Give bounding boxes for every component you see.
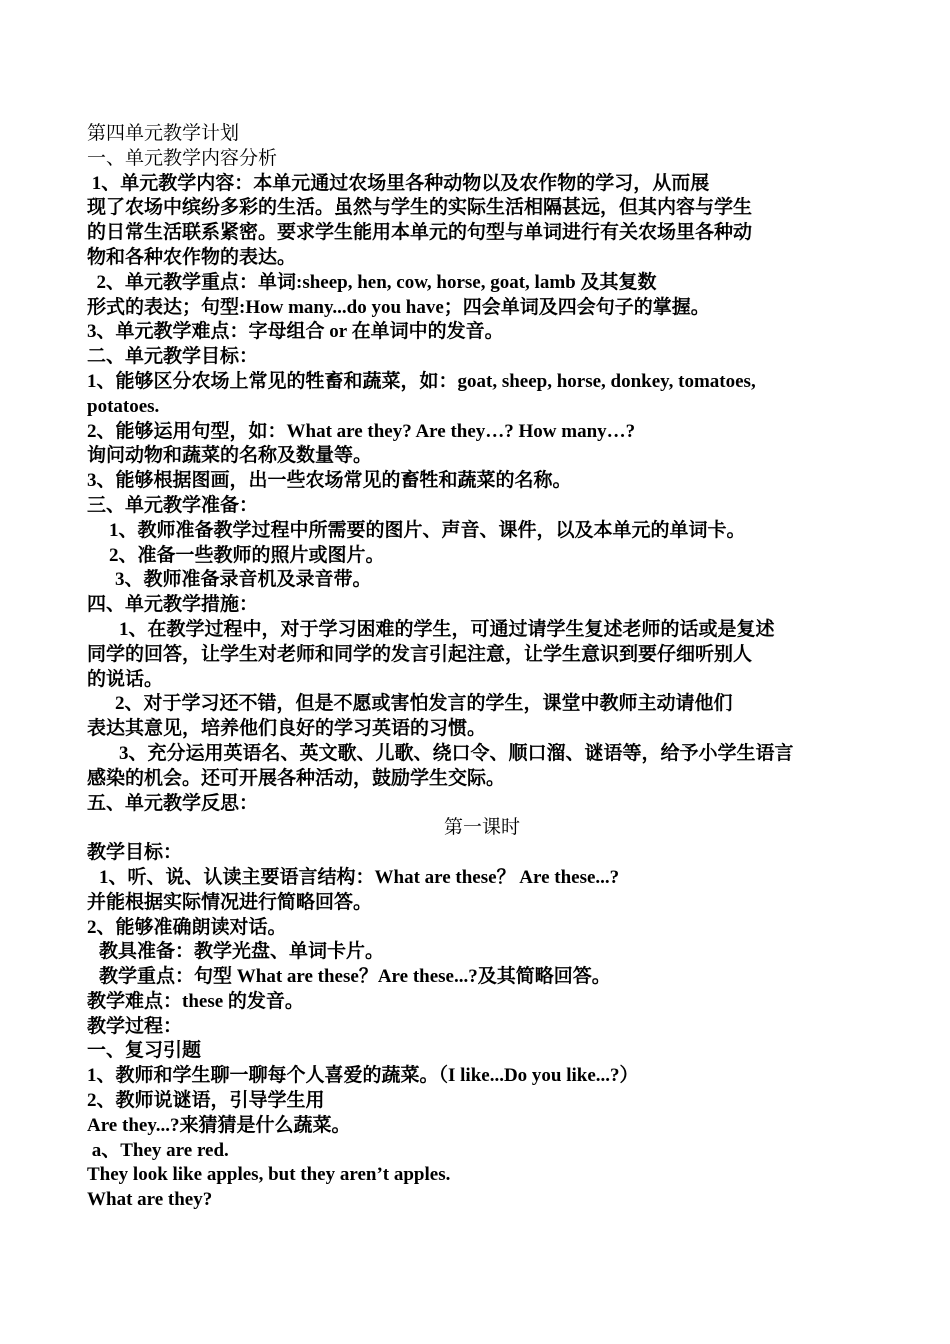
- section-heading-reflection: 五、单元教学反思：: [87, 792, 259, 814]
- paragraph-line: 2、能够运用句型，如：What are they? Are they…? How many…?: [87, 420, 636, 442]
- paragraph-line: 2、对于学习还不错，但是不愿或害怕发言的学生，课堂中教师主动请他们: [115, 693, 733, 715]
- paragraph-line: 3、单元教学难点：字母组合 or 在单词中的发音。: [87, 321, 504, 343]
- paragraph-line: potatoes.: [87, 395, 160, 417]
- lesson-title: 第一课时: [443, 817, 520, 839]
- paragraph-line: 3、教师准备录音机及录音带。: [115, 569, 372, 591]
- paragraph-line: 询问动物和蔬菜的名称及数量等。: [87, 445, 373, 467]
- paragraph-line: 的日常生活联系紧密。要求学生能用本单元的句型与单词进行有关农场里各种动: [87, 222, 753, 244]
- paragraph-line: 物和各种农作物的表达。: [87, 246, 297, 268]
- paragraph-line: 1、听、说、认读主要语言结构：What are these？ Are these...?: [99, 866, 620, 888]
- paragraph-line: 1、教师准备教学过程中所需要的图片、声音、课件，以及本单元的单词卡。: [109, 519, 746, 541]
- document-title: 第四单元教学计划: [87, 123, 240, 144]
- riddle-line: What are they?: [87, 1189, 213, 1211]
- step-heading-review: 一、复习引题: [87, 1040, 202, 1062]
- paragraph-line: Are they...?来猜猜是什么蔬菜。: [87, 1114, 351, 1136]
- paragraph-line: 1、单元教学内容：本单元通过农场里各种动物以及农作物的学习，从而展: [87, 172, 710, 194]
- teaching-key-point: 教学重点：句型 What are these？Are these...?及其简略回答。: [99, 966, 611, 988]
- paragraph-line: 并能根据实际情况进行简略回答。: [87, 891, 373, 913]
- paragraph-line: 2、准备一些教师的照片或图片。: [109, 544, 385, 566]
- paragraph-line: 1、教师和学生聊一聊每个人喜爱的蔬菜。（I like...Do you like...?）: [87, 1065, 639, 1087]
- paragraph-line: 的说话。: [87, 668, 164, 690]
- section-heading-measures: 四、单元教学措施：: [87, 594, 259, 616]
- paragraph-line: 形式的表达；句型:How many...do you have；四会单词及四会句子的掌握。: [87, 296, 710, 318]
- teaching-process-heading: 教学过程：: [87, 1015, 183, 1037]
- paragraph-line: 3、能够根据图画，出一些农场常见的畜牲和蔬菜的名称。: [87, 470, 572, 492]
- teaching-difficulty: 教学难点：these 的发音。: [87, 990, 304, 1012]
- paragraph-line: 3、充分运用英语名、英文歌、儿歌、绕口令、顺口溜、谜语等，给予小学生语言: [119, 742, 794, 764]
- teaching-tools: 教具准备：教学光盘、单词卡片。: [99, 941, 385, 963]
- paragraph-line: 2、单元教学重点：单词:sheep, hen, cow, horse, goat, lamb 及其复数: [87, 271, 657, 293]
- paragraph-line: 同学的回答，让学生对老师和同学的发言引起注意，让学生意识到要仔细听别人: [87, 643, 753, 665]
- document-page: [87, 122, 877, 1213]
- riddle-line: a、They are red.: [87, 1139, 229, 1161]
- section-heading-content-analysis: 一、单元教学内容分析: [87, 147, 278, 169]
- paragraph-line: 2、教师说谜语，引导学生用: [87, 1090, 325, 1112]
- section-heading-goals: 二、单元教学目标：: [87, 346, 259, 368]
- paragraph-line: 2、能够准确朗读对话。: [87, 916, 287, 938]
- teaching-goals-heading: 教学目标：: [87, 842, 183, 864]
- paragraph-line: 1、能够区分农场上常见的牲畜和蔬菜，如：goat, sheep, horse, donkey, tomatoes,: [87, 370, 756, 392]
- paragraph-line: 表达其意见，培养他们良好的学习英语的习惯。: [87, 718, 487, 740]
- paragraph-line: 感染的机会。还可开展各种活动，鼓励学生交际。: [87, 767, 506, 789]
- riddle-line: They look like apples, but they aren’t apples.: [87, 1164, 451, 1186]
- section-heading-preparation: 三、单元教学准备：: [87, 494, 259, 516]
- paragraph-line: 1、在教学过程中，对于学习困难的学生，可通过请学生复述老师的话或是复述: [119, 618, 775, 640]
- paragraph-line: 现了农场中缤纷多彩的生活。虽然与学生的实际生活相隔甚远，但其内容与学生: [87, 197, 753, 219]
